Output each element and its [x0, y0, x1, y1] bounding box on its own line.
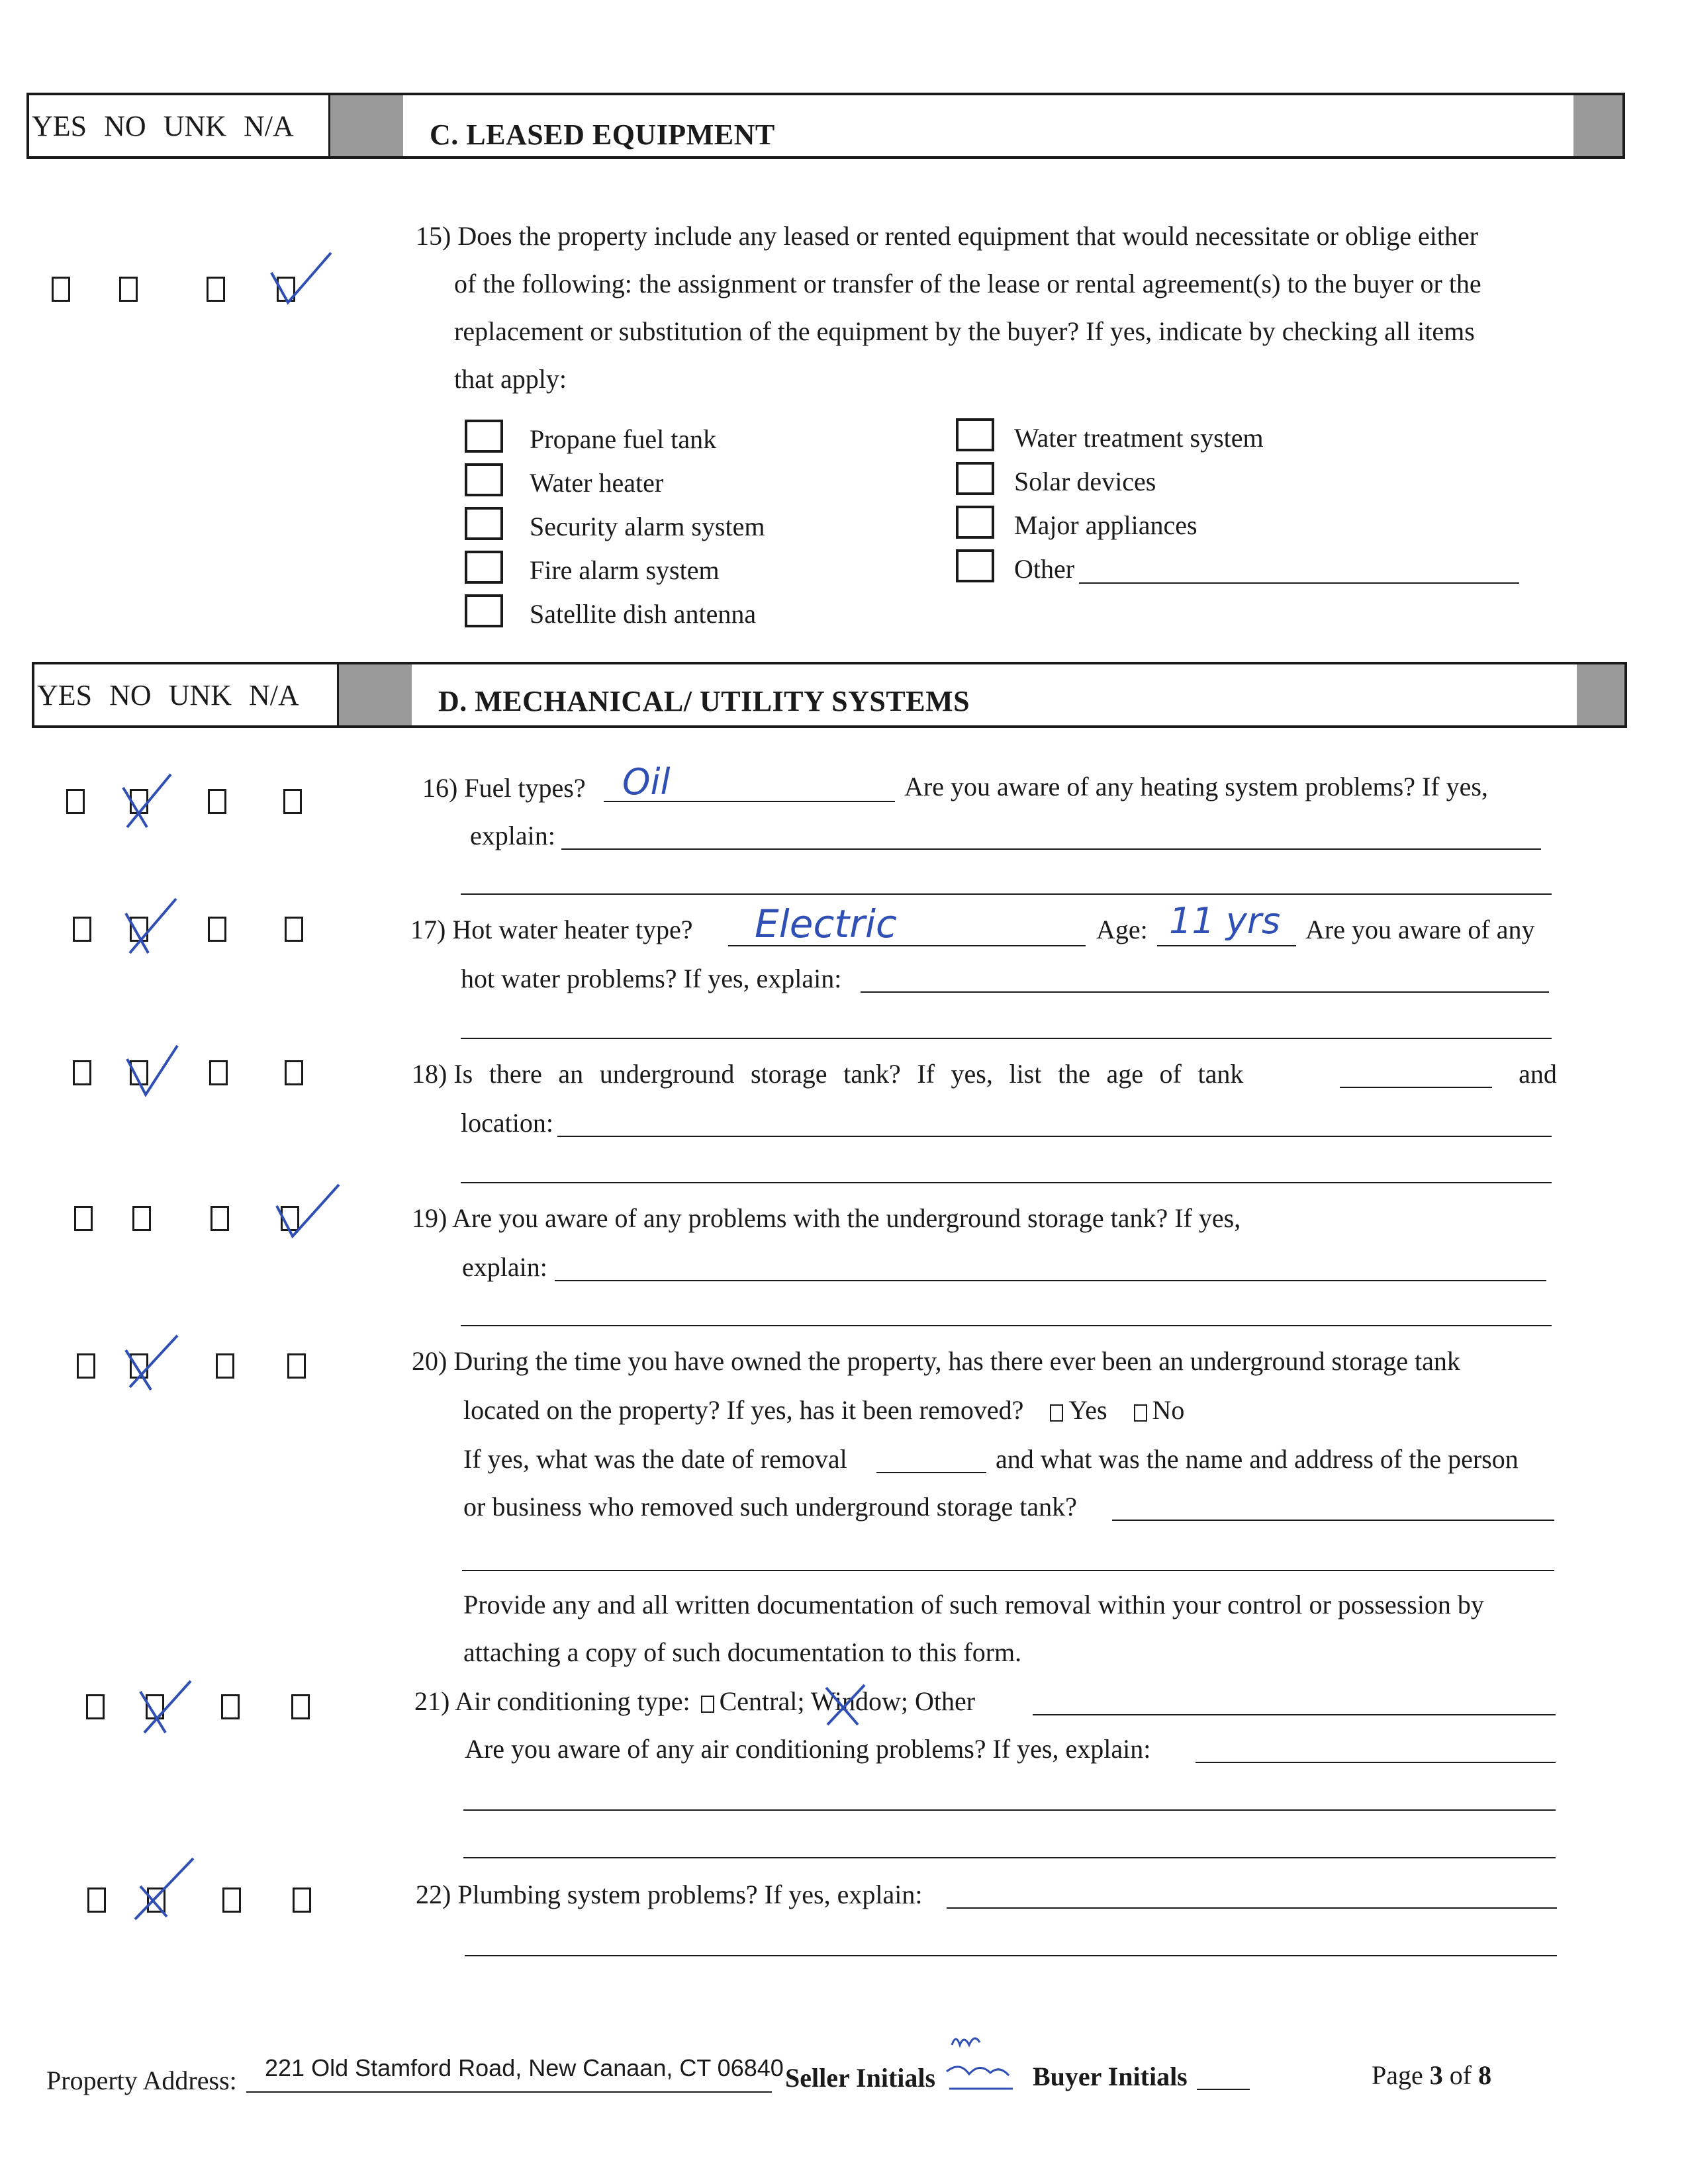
q20-removed-no-checkbox[interactable]	[1134, 1404, 1147, 1422]
q20-line1: 20) During the time you have owned the property, has there ever been an underground storage tank	[412, 1346, 1460, 1376]
q18-w7: yes,	[951, 1059, 993, 1089]
q18-w0: 18) Is	[412, 1059, 473, 1089]
q21-yes-checkbox[interactable]	[86, 1694, 105, 1719]
q22-yes-checkbox[interactable]	[87, 1888, 106, 1913]
q18-w3: underground	[599, 1059, 735, 1089]
q19-no-checkbox[interactable]	[132, 1206, 151, 1231]
q15-na-check-mark	[265, 246, 338, 312]
col-yes: YES	[32, 109, 87, 142]
col-na: N/A	[244, 109, 294, 142]
col-unk: UNK	[163, 109, 227, 142]
q18-location-line[interactable]	[557, 1136, 1552, 1137]
q18-line1	[412, 1050, 1557, 1099]
q16-unk-checkbox[interactable]	[208, 789, 226, 814]
q17-type-value: Electric	[755, 901, 897, 946]
other-label: Other	[1014, 554, 1075, 584]
q17-unk-checkbox[interactable]	[208, 917, 226, 942]
q19-line2: explain:	[462, 1252, 547, 1282]
q20-line2	[463, 1386, 1184, 1435]
q16-suffix: Are you aware of any heating system problems? If yes,	[904, 772, 1488, 801]
q20-line4: or business who removed such underground storage tank?	[463, 1492, 1077, 1522]
q18-na-checkbox[interactable]	[285, 1060, 303, 1085]
q19-na-check-mark	[270, 1179, 343, 1246]
section-d-grey-left	[339, 664, 412, 725]
q20-removed-yes-checkbox[interactable]	[1050, 1404, 1063, 1422]
q21-na-checkbox[interactable]	[291, 1694, 310, 1719]
section-c-header	[26, 93, 1625, 159]
q21-central-checkbox[interactable]	[701, 1696, 714, 1713]
q20-name-line2[interactable]	[462, 1570, 1554, 1571]
q16-explain-line[interactable]	[561, 848, 1541, 850]
q17-age-value: 11 yrs	[1169, 900, 1281, 942]
q17-explain-line[interactable]	[861, 991, 1549, 993]
q15-line3: replacement or substitution of the equipment by the buyer? If yes, indicate by checking all items	[454, 316, 1475, 346]
security-alarm-checkbox[interactable]	[465, 507, 503, 540]
q22-line1: 22) Plumbing system problems? If yes, explain:	[416, 1880, 923, 1909]
q18-w11: of	[1159, 1059, 1182, 1089]
satellite-label: Satellite dish antenna	[530, 599, 757, 629]
q19-explain-line2[interactable]	[461, 1325, 1552, 1326]
q19-line1: 19) Are you aware of any problems with the underground storage tank? If yes,	[412, 1203, 1241, 1233]
q15-no-checkbox[interactable]	[119, 277, 138, 302]
q16-prefix: 16) Fuel types?	[422, 773, 586, 803]
q21-line2: Are you aware of any air conditioning problems? If yes, explain:	[465, 1734, 1151, 1764]
solar-checkbox[interactable]	[956, 462, 994, 495]
q18-w9: the	[1057, 1059, 1090, 1089]
q19-unk-checkbox[interactable]	[211, 1206, 229, 1231]
col-na: N/A	[249, 678, 299, 711]
q18-no-check-mark	[119, 1039, 185, 1105]
q22-no-check-mark	[130, 1853, 203, 1926]
section-d-grey-right	[1577, 664, 1624, 725]
q17-age-label: Age:	[1096, 915, 1148, 944]
propane-label: Propane fuel tank	[530, 424, 717, 454]
water-treatment-label: Water treatment system	[1014, 423, 1264, 453]
q18-w12: tank	[1197, 1059, 1244, 1089]
section-d-title: D. MECHANICAL/ UTILITY SYSTEMS	[438, 685, 970, 717]
q15-unk-checkbox[interactable]	[207, 277, 225, 302]
q17-suffix: Are you aware of any	[1305, 915, 1535, 944]
q20-line5: Provide any and all written documentation of such removal within your control or possession by	[463, 1590, 1484, 1619]
q20-date-line[interactable]	[876, 1472, 986, 1473]
q15-line2: of the following: the assignment or transfer of the lease or rental agreement(s) to the buyer or the	[454, 269, 1481, 298]
q18-line2: location:	[461, 1108, 553, 1138]
q21-line1	[414, 1677, 975, 1726]
q17-na-checkbox[interactable]	[285, 917, 303, 942]
q17-line2: hot water problems? If yes, explain:	[461, 964, 842, 993]
q21-explain-line2[interactable]	[463, 1809, 1556, 1811]
q21-other-label: Other	[915, 1686, 976, 1716]
q18-w6: If	[917, 1059, 935, 1089]
q22-unk-checkbox[interactable]	[222, 1888, 241, 1913]
q18-w1: there	[489, 1059, 542, 1089]
q22-explain-line2[interactable]	[465, 1955, 1557, 1956]
address-label: Property Address:	[46, 2066, 237, 2095]
q21-no-check-mark	[131, 1674, 197, 1741]
q20-yes-checkbox[interactable]	[77, 1353, 95, 1379]
q17-explain-line2[interactable]	[461, 1038, 1552, 1039]
section-c-grey-right	[1573, 95, 1622, 156]
address-value: 221 Old Stamford Road, New Canaan, CT 06840	[265, 2054, 784, 2081]
q22-na-checkbox[interactable]	[293, 1888, 311, 1913]
q18-unk-checkbox[interactable]	[209, 1060, 228, 1085]
page-prefix: Page	[1372, 2060, 1423, 2090]
q19-yes-checkbox[interactable]	[74, 1206, 93, 1231]
page-number	[1372, 2060, 1491, 2091]
q15-yes-checkbox[interactable]	[52, 277, 70, 302]
q21-unk-checkbox[interactable]	[221, 1694, 240, 1719]
q15-line4: that apply:	[454, 364, 567, 394]
q17-prefix: 17) Hot water heater type?	[410, 915, 693, 944]
section-d-columns	[34, 664, 339, 725]
q18-location-line2[interactable]	[461, 1182, 1552, 1183]
page-current: 3	[1429, 2060, 1443, 2090]
col-unk: UNK	[168, 678, 232, 711]
q16-explain: explain:	[470, 821, 555, 850]
q18-age-line[interactable]	[1340, 1087, 1492, 1088]
section-d-header	[32, 662, 1627, 728]
col-no: NO	[109, 678, 152, 711]
section-c-title: C. LEASED EQUIPMENT	[430, 118, 775, 151]
q16-explain-line2[interactable]	[461, 893, 1552, 895]
q18-w10: age	[1106, 1059, 1143, 1089]
q19-explain-line[interactable]	[555, 1280, 1546, 1281]
major-appliances-checkbox[interactable]	[956, 506, 994, 539]
q17-yes-checkbox[interactable]	[73, 917, 91, 942]
other-line[interactable]	[1079, 582, 1519, 584]
security-alarm-label: Security alarm system	[530, 512, 765, 541]
q20-line6: attaching a copy of such documentation to this form.	[463, 1637, 1022, 1667]
solar-label: Solar devices	[1014, 467, 1156, 496]
q20-no-check-mark	[119, 1330, 185, 1396]
water-treatment-checkbox[interactable]	[956, 418, 994, 451]
col-no: NO	[104, 109, 146, 142]
q17-no-check-mark	[118, 893, 184, 960]
q20-no-label: No	[1152, 1395, 1185, 1425]
major-appliances-label: Major appliances	[1014, 510, 1197, 540]
section-c-columns	[29, 95, 330, 156]
seller-initials-label: Seller Initials	[785, 2063, 936, 2093]
q18-yes-checkbox[interactable]	[73, 1060, 91, 1085]
buyer-initials-label: Buyer Initials	[1033, 2062, 1188, 2091]
other-checkbox[interactable]	[956, 549, 994, 582]
fire-alarm-label: Fire alarm system	[530, 555, 720, 585]
q20-line3a: If yes, what was the date of removal	[463, 1444, 847, 1474]
q16-fuel-value: Oil	[622, 761, 671, 803]
q21-explain-line[interactable]	[1196, 1762, 1556, 1763]
q21-prefix: 21) Air conditioning type:	[414, 1686, 690, 1716]
buyer-initials-line[interactable]	[1197, 2089, 1250, 2090]
q20-yes-label: Yes	[1068, 1395, 1107, 1425]
q21-explain-line3[interactable]	[463, 1857, 1556, 1858]
q16-no-check-mark	[114, 768, 180, 834]
propane-checkbox[interactable]	[465, 420, 503, 453]
section-c-grey-left	[330, 95, 403, 156]
q21-other-line[interactable]	[1033, 1714, 1556, 1715]
col-yes: YES	[37, 678, 93, 711]
q18-w8: list	[1009, 1059, 1042, 1089]
seller-initials-signature	[940, 2025, 1019, 2098]
q22-explain-line[interactable]	[947, 1907, 1557, 1909]
page-total: 8	[1478, 2060, 1492, 2090]
fire-alarm-checkbox[interactable]	[465, 551, 503, 584]
q18-w2: an	[558, 1059, 584, 1089]
water-heater-label: Water heater	[530, 468, 664, 498]
q15-line1: 15) Does the property include any leased or rented equipment that would necessitate or oblige either	[416, 221, 1479, 251]
address-line[interactable]	[246, 2091, 772, 2093]
satellite-checkbox[interactable]	[465, 594, 503, 627]
q20-na-checkbox[interactable]	[287, 1353, 306, 1379]
page-of: of	[1449, 2060, 1472, 2090]
q17-age-line[interactable]	[1157, 945, 1296, 946]
q20-line3b: and what was the name and address of the person	[996, 1444, 1519, 1474]
q20-line2-text: located on the property? If yes, has it been removed?	[463, 1395, 1024, 1425]
q21-central-label: Central;	[719, 1686, 805, 1716]
q16-yes-checkbox[interactable]	[66, 789, 85, 814]
q18-w5: tank?	[843, 1059, 901, 1089]
q16-na-checkbox[interactable]	[283, 789, 302, 814]
water-heater-checkbox[interactable]	[465, 463, 503, 496]
q20-name-line[interactable]	[1112, 1520, 1554, 1521]
q18-and: and	[1519, 1059, 1557, 1089]
q21-window-label: Window;	[810, 1686, 909, 1716]
q18-w4: storage	[750, 1059, 827, 1089]
q20-unk-checkbox[interactable]	[216, 1353, 234, 1379]
